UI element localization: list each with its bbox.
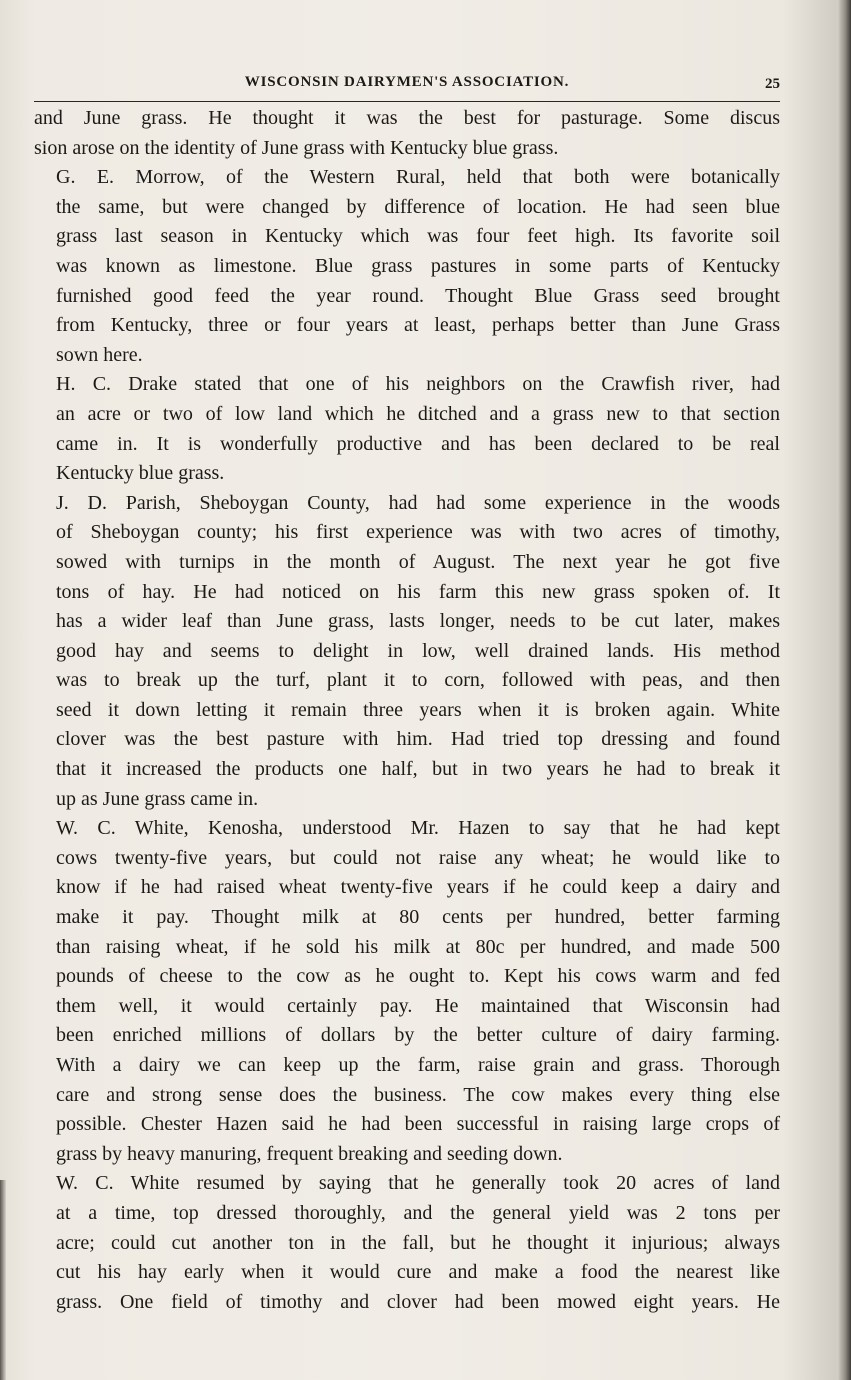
text-line: an acre or two of low land which he ditched and a grass new to that section	[56, 402, 780, 425]
text-line: sown here.	[56, 343, 143, 366]
text-line: W. C. White, Kenosha, understood Mr. Hazen to say that he had kept	[56, 817, 780, 840]
text-line: cows twenty-five years, but could not raise any wheat; he would like to	[56, 846, 780, 869]
paragraph	[34, 370, 780, 488]
body-text	[34, 104, 780, 1317]
text-line: them well, it would certainly pay. He maintained that Wisconsin had	[56, 994, 780, 1017]
header-rule	[34, 101, 780, 102]
page-left-edge	[0, 1180, 6, 1380]
text-line: and June grass. He thought it was the best for pasturage. Some discus	[34, 107, 780, 129]
paragraph	[34, 1169, 780, 1317]
paragraph	[34, 814, 780, 1169]
text-line: sion arose on the identity of June grass with Kentucky blue grass.	[34, 136, 559, 159]
text-line: has a wider leaf than June grass, lasts longer, needs to be cut later, makes	[56, 610, 780, 633]
paragraph	[34, 489, 780, 815]
text-line: W. C. White resumed by saying that he generally took 20 acres of land	[56, 1172, 780, 1195]
text-line: sowed with turnips in the month of August. The next year he got five	[56, 550, 780, 573]
text-line: grass last season in Kentucky which was four feet high. Its favorite soil	[56, 225, 780, 248]
text-line: clover was the best pasture with him. Had tried top dressing and found	[56, 728, 780, 751]
text-line: care and strong sense does the business. The cow makes every thing else	[56, 1083, 780, 1106]
text-line: at a time, top dressed thoroughly, and the general yield was 2 tons per	[56, 1201, 780, 1224]
text-line: furnished good feed the year round. Thought Blue Grass seed brought	[56, 284, 780, 307]
text-line: cut his hay early when it would cure and make a food the nearest like	[56, 1261, 780, 1284]
text-line: from Kentucky, three or four years at least, perhaps better than June Grass	[56, 314, 780, 337]
paragraph	[34, 163, 780, 370]
text-line: seed it down letting it remain three years when it is broken again. White	[56, 698, 780, 721]
text-line: tons of hay. He had noticed on his farm this new grass spoken of. It	[56, 580, 780, 603]
text-line: than raising wheat, if he sold his milk at 80c per hundred, and made 500	[56, 935, 780, 958]
text-line: J. D. Parish, Sheboygan County, had had some experience in the woods	[56, 491, 780, 514]
text-line: know if he had raised wheat twenty-five years if he could keep a dairy and	[56, 876, 780, 899]
text-line: the same, but were changed by difference of location. He had seen blue	[56, 195, 780, 218]
running-title: WISCONSIN DAIRYMEN'S ASSOCIATION.	[244, 74, 570, 90]
paragraph	[34, 104, 780, 163]
text-line: grass by heavy manuring, frequent breaking and seeding down.	[56, 1142, 563, 1165]
page-number: 25	[765, 76, 780, 92]
text-line: possible. Chester Hazen said he had been successful in raising large crops of	[56, 1113, 780, 1136]
text-line: make it pay. Thought milk at 80 cents per hundred, better farming	[56, 906, 780, 929]
text-line: up as June grass came in.	[56, 787, 259, 810]
text-line: good hay and seems to delight in low, well drained lands. His method	[56, 639, 780, 662]
text-line: Kentucky blue grass.	[56, 462, 225, 485]
text-line: H. C. Drake stated that one of his neighbors on the Crawfish river, had	[56, 373, 780, 396]
text-line: of Sheboygan county; his first experience was with two acres of timothy,	[56, 521, 780, 544]
text-line: grass. One field of timothy and clover had been mowed eight years. He	[56, 1290, 780, 1313]
page-binding-edge	[837, 0, 851, 1380]
text-line: With a dairy we can keep up the farm, raise grain and grass. Thorough	[56, 1054, 780, 1076]
text-line: came in. It is wonderfully productive and has been declared to be real	[56, 432, 780, 455]
text-line: was to break up the turf, plant it to corn, followed with peas, and then	[56, 669, 780, 692]
text-line: that it increased the products one half, but in two years he had to break it	[56, 758, 780, 781]
running-header	[34, 70, 780, 98]
text-line: acre; could cut another ton in the fall, but he thought it injurious; always	[56, 1231, 780, 1254]
text-line: pounds of cheese to the cow as he ought to. Kept his cows warm and fed	[56, 965, 780, 988]
text-line: been enriched millions of dollars by the better culture of dairy farming.	[56, 1024, 780, 1047]
text-line: was known as limestone. Blue grass pastures in some parts of Kentucky	[56, 254, 780, 277]
text-line: G. E. Morrow, of the Western Rural, held that both were botanically	[56, 166, 780, 189]
